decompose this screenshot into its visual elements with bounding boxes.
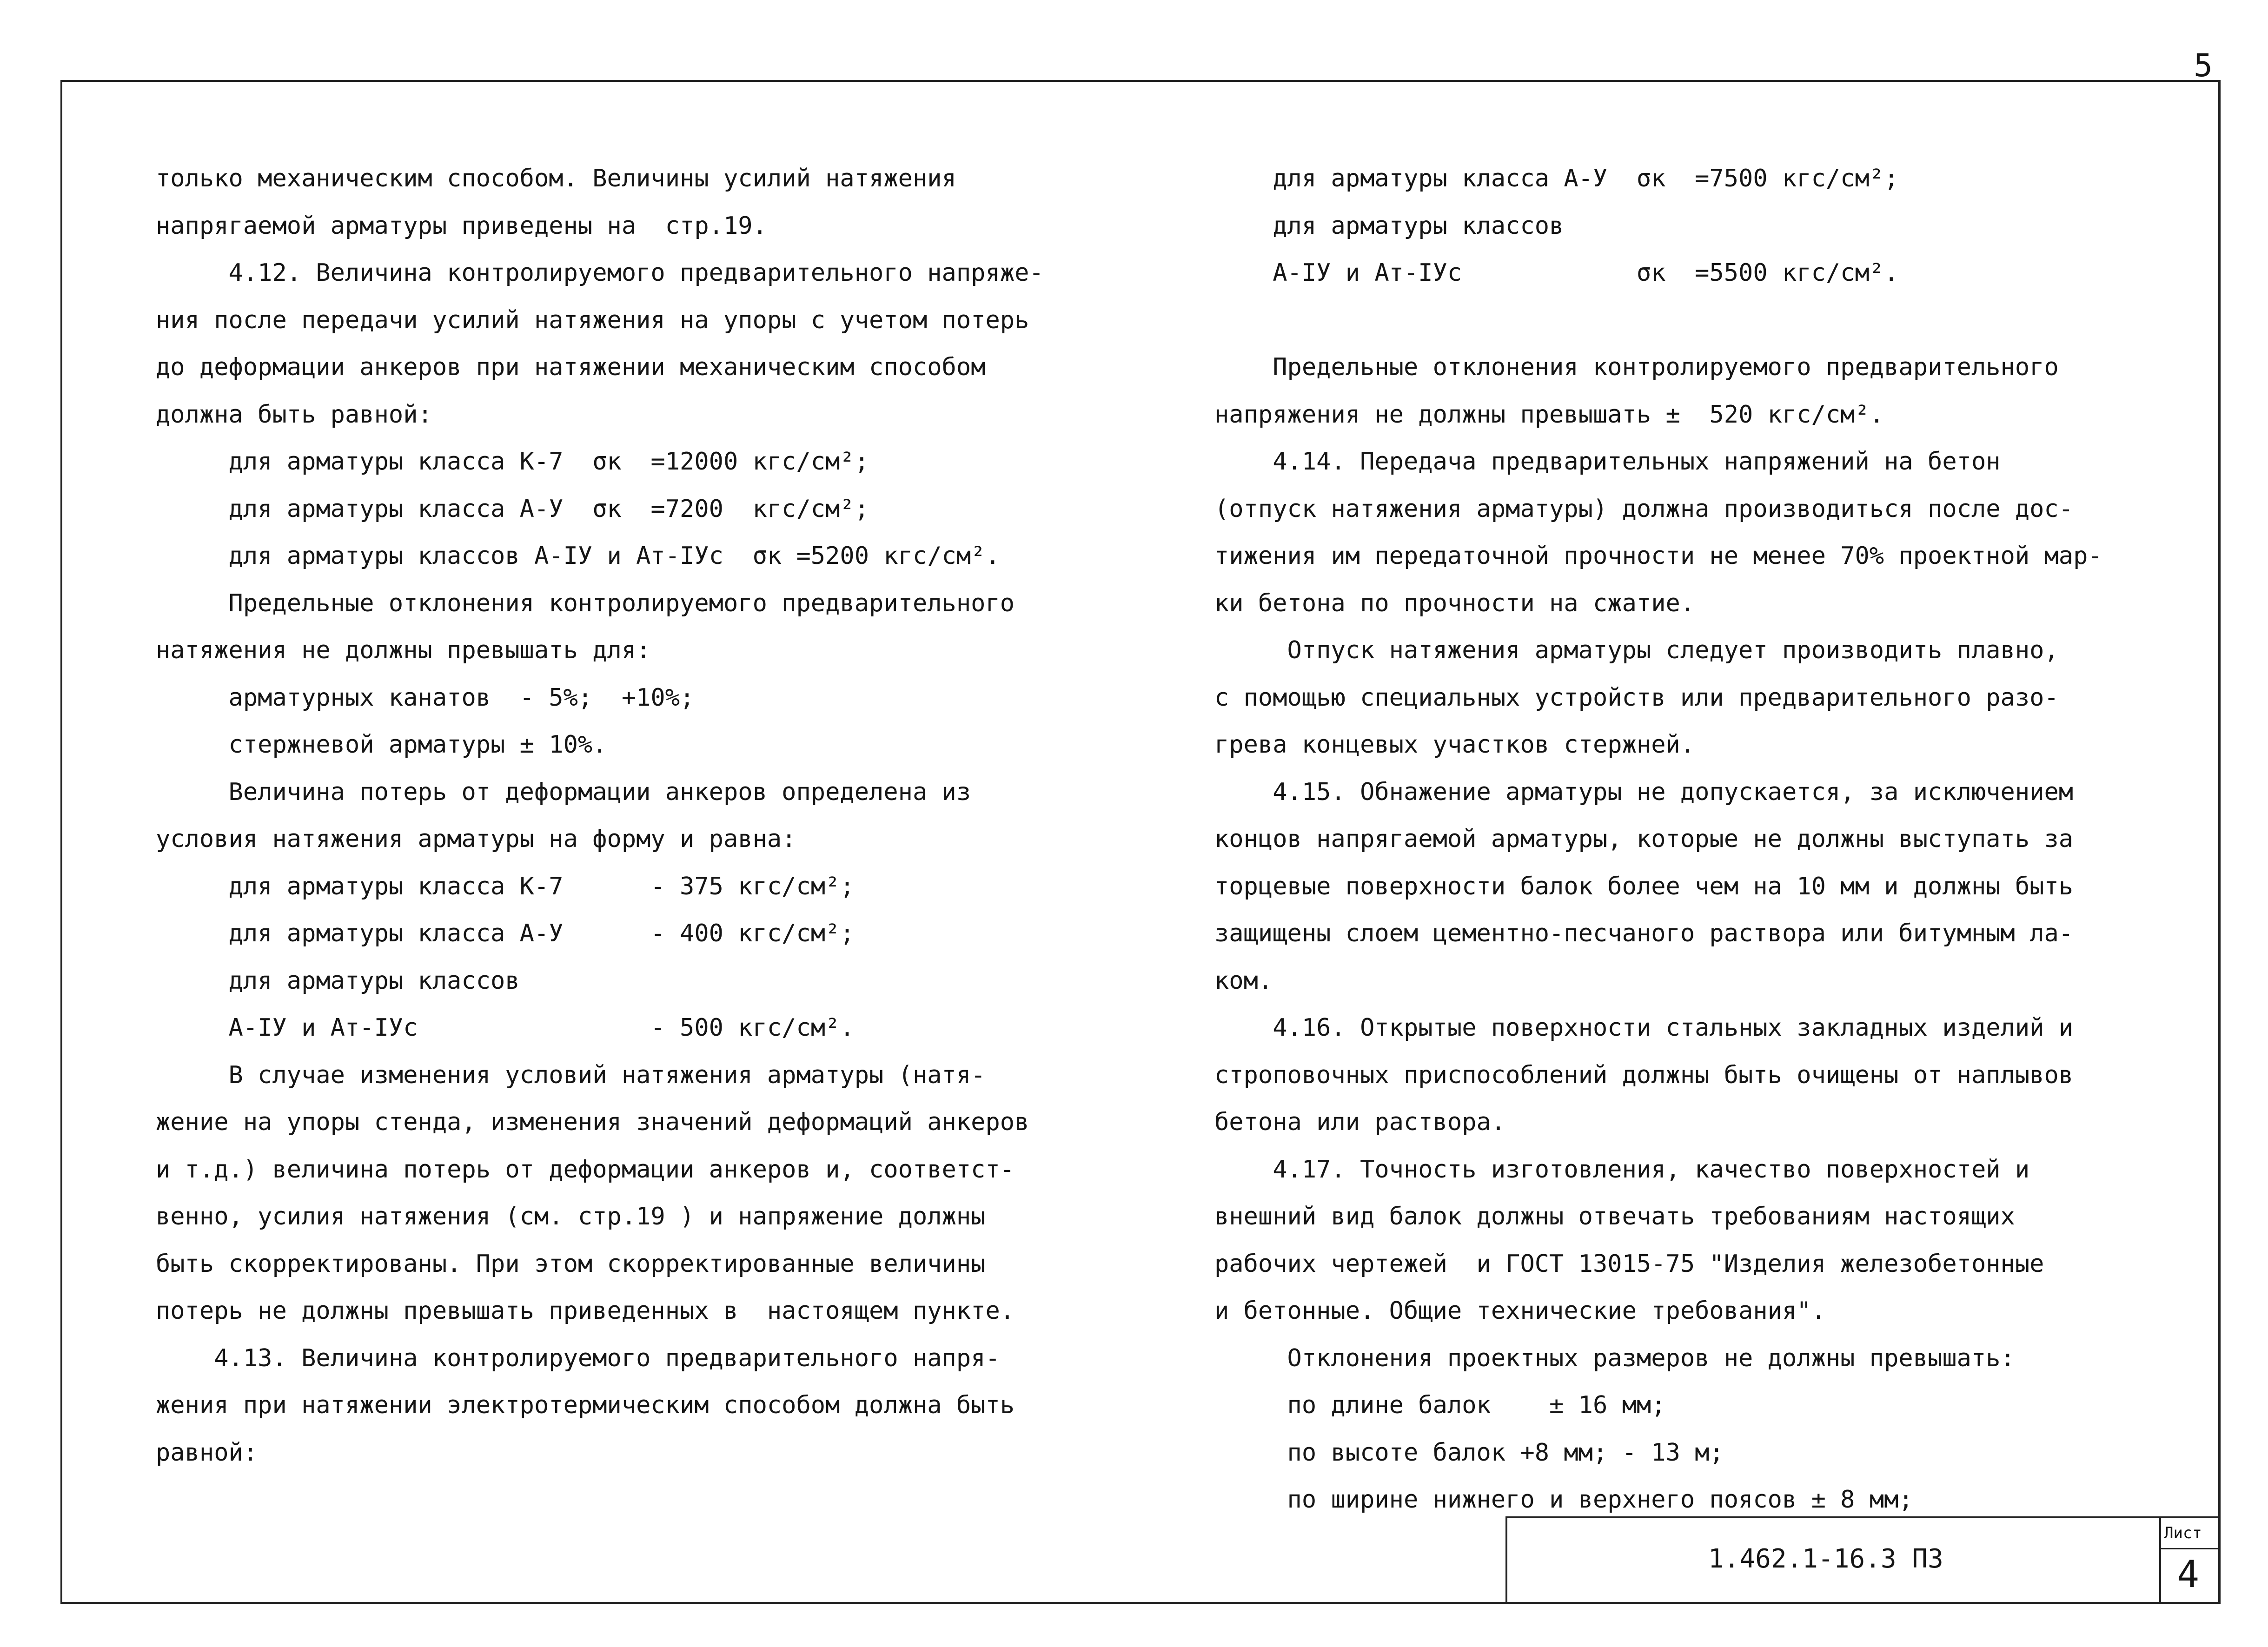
left-text-line: арматурных канатов - 5%; +10%; — [156, 684, 695, 712]
title-block — [1505, 1516, 2221, 1604]
right-text-line: бетона или раствора. — [1214, 1108, 1506, 1136]
right-text-line: по ширине нижнего и верхнего поясов ± 8 мм; — [1214, 1486, 1913, 1514]
left-text-line: жения при натяжении электротермическим способом должна быть — [156, 1391, 1015, 1419]
right-text-line: Предельные отклонения контролируемого предварительного — [1214, 353, 2059, 381]
right-text-line: и бетонные. Общие технические требования". — [1214, 1297, 1826, 1325]
right-text-line: по длине балок ± 16 мм; — [1214, 1391, 1666, 1419]
right-text-line: защищены слоем цементно-песчаного раствора или битумным ла- — [1214, 919, 2074, 947]
left-text-line: до деформации анкеров при натяжении механическим способом — [156, 353, 986, 381]
right-text-line: Отклонения проектных размеров не должны превышать: — [1214, 1344, 2015, 1372]
right-text-line: с помощью специальных устройств или предварительного разо- — [1214, 684, 2059, 712]
right-text-line: для арматуры классов — [1214, 212, 1564, 240]
left-text-line: должна быть равной: — [156, 401, 432, 429]
page-number: 5 — [2194, 47, 2213, 84]
left-text-line: потерь не должны превышать приведенных в настоящем пункте. — [156, 1297, 1015, 1325]
left-text-line: для арматуры класса К-7 - 375 кгс/см²; — [156, 873, 855, 900]
left-text-line: В случае изменения условий натяжения арматуры (натя- — [156, 1061, 986, 1089]
right-text-line: по высоте балок +8 мм; - 13 м; — [1214, 1439, 1724, 1467]
right-text-line: 4.17. Точность изготовления, качество поверхностей и — [1214, 1156, 2030, 1184]
sheet-label: Лист — [2164, 1524, 2202, 1542]
left-text-line: А-IУ и Ат-IУс - 500 кгс/см². — [156, 1014, 855, 1042]
right-text-line: 4.15. Обнажение арматуры не допускается, за исключением — [1214, 778, 2074, 806]
left-text-line: 4.12. Величина контролируемого предварительного напряже- — [156, 259, 1044, 287]
left-text-line: быть скорректированы. При этом скорректированные величины — [156, 1250, 986, 1278]
left-text-line: для арматуры класса А-У - 400 кгс/см²; — [156, 919, 855, 947]
left-text-line: венно, усилия натяжения (см. стр.19 ) и напряжение должны — [156, 1203, 986, 1230]
right-text-line: грева концевых участков стержней. — [1214, 731, 1695, 759]
right-text-line: 4.16. Открытые поверхности стальных закладных изделий и — [1214, 1014, 2074, 1042]
left-text-line: только механическим способом. Величины усилий натяжения — [156, 165, 956, 192]
left-text-line: ния после передачи усилий натяжения на упоры с учетом потерь — [156, 306, 1029, 334]
left-text-line: напрягаемой арматуры приведены на стр.19. — [156, 212, 767, 240]
right-text-line: А-IУ и Ат-IУс σк =5500 кгс/см². — [1214, 259, 1899, 287]
title-block-divider — [2159, 1518, 2161, 1604]
right-text-line: концов напрягаемой арматуры, которые не должны выступать за — [1214, 825, 2074, 853]
left-text-line: условия натяжения арматуры на форму и равна: — [156, 825, 796, 853]
right-text-line: для арматуры класса А-У σк =7500 кгс/см²; — [1214, 165, 1899, 192]
left-text-line: Величина потерь от деформации анкеров определена из — [156, 778, 971, 806]
left-text-line: для арматуры классов — [156, 967, 520, 995]
left-text-column — [156, 164, 1095, 1493]
right-text-line: рабочих чертежей и ГОСТ 13015-75 "Изделия железобетонные — [1214, 1250, 2044, 1278]
document-code: 1.462.1-16.3 ПЗ — [1708, 1544, 1943, 1574]
left-text-line: Предельные отклонения контролируемого предварительного — [156, 589, 1015, 617]
left-text-line: и т.д.) величина потерь от деформации анкеров и, соответст- — [156, 1156, 1015, 1184]
right-text-line: ки бетона по прочности на сжатие. — [1214, 589, 1695, 617]
left-text-line: натяжения не должны превышать для: — [156, 636, 651, 664]
right-text-column — [1214, 164, 2149, 1512]
right-text-line: торцевые поверхности балок более чем на 10 мм и должны быть — [1214, 873, 2074, 900]
left-text-line: для арматуры классов А-IУ и Ат-IУс σк =5200 кгс/см². — [156, 542, 1000, 570]
left-text-line: 4.13. Величина контролируемого предварительного напря- — [156, 1344, 1000, 1372]
left-text-line: жение на упоры стенда, изменения значений деформаций анкеров — [156, 1108, 1029, 1136]
right-text-line: (отпуск натяжения арматуры) должна производиться после дос- — [1214, 495, 2074, 523]
left-text-line: стержневой арматуры ± 10%. — [156, 731, 607, 759]
left-text-line: для арматуры класса К-7 σк =12000 кгс/см²; — [156, 448, 869, 476]
sheet-number: 4 — [2177, 1553, 2200, 1596]
right-text-line: ком. — [1214, 967, 1273, 995]
right-text-line: напряжения не должны превышать ± 520 кгс/см². — [1214, 401, 1884, 429]
left-text-line: равной: — [156, 1439, 258, 1467]
right-text-line: Отпуск натяжения арматуры следует производить плавно, — [1214, 636, 2059, 664]
right-text-line: строповочных приспособлений должны быть очищены от наплывов — [1214, 1061, 2074, 1089]
right-text-line: 4.14. Передача предварительных напряжений на бетон — [1214, 448, 2001, 476]
left-text-line: для арматуры класса А-У σк =7200 кгс/см²; — [156, 495, 869, 523]
right-text-line: тижения им передаточной прочности не менее 70% проектной мар- — [1214, 542, 2102, 570]
sheet-cell-divider — [2159, 1548, 2221, 1549]
right-text-line: внешний вид балок должны отвечать требованиям настоящих — [1214, 1203, 2015, 1230]
